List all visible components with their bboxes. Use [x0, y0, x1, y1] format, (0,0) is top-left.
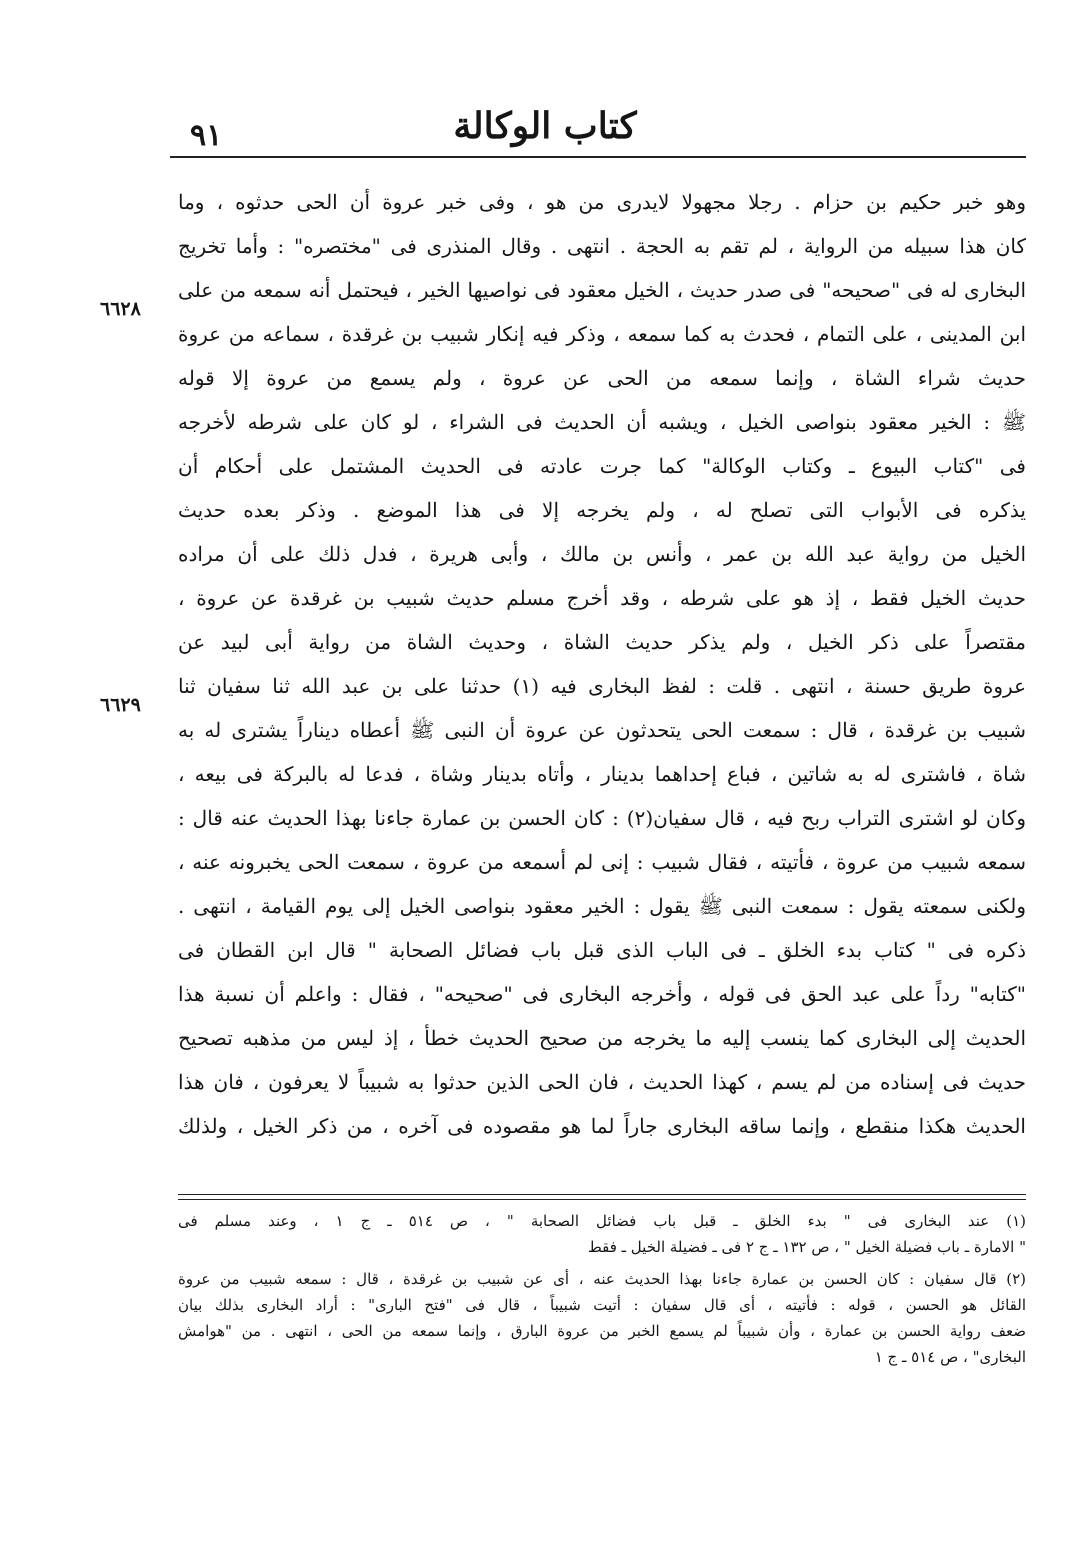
text-line: وهو خبر حكيم بن حزام . رجلا مجهولا لايدرى من هو ، وفى خبر عروة أن الحى حدثوه ، وما [178, 190, 1026, 214]
footnote-rule [178, 1194, 1026, 1195]
text-line: عروة طريق حسنة ، انتهى . قلت : لفظ البخارى فيه (١) حدثنا على بن عبد الله ثنا سفيان ثنا [178, 674, 1026, 698]
text-line: ابن المدينى ، على التمام ، فحدث به كما سمعه ، وذكر فيه إنكار شبيب بن غرقدة ، سماعه من عروة [178, 322, 1026, 346]
text-line: فى "كتاب البيوع ـ وكتاب الوكالة" كما جرت عادته فى الحديث المشتمل على أحكام أن [178, 454, 1026, 478]
text-line: البخارى له فى "صحيحه" فى صدر حديث ، الخيل معقود فى نواصيها الخير ، فيحتمل أنه سمعه من على [178, 278, 1026, 302]
text-line: حديث شراء الشاة ، وإنما سمعه من الحى عن عروة ، ولم يسمع من عروة إلا قوله [178, 366, 1026, 390]
page-number: ٩١ [190, 118, 223, 153]
text-line: كان هذا سبيله من الرواية ، لم تقم به الحجة . انتهى . وقال المنذرى فى "مختصره" : وأما تخريج [178, 234, 1026, 258]
footnotes-block [178, 1208, 1026, 1370]
footnote-line: (١) عند البخارى فى " بدء الخلق ـ قبل باب فضائل الصحابة " ، ص ٥١٤ ـ ج ١ ، وعند مسلم فى [178, 1212, 1026, 1230]
text-line: ذكره فى " كتاب بدء الخلق ـ فى الباب الذى قبل باب فضائل الصحابة " قال ابن القطان فى [178, 938, 1026, 962]
text-line: سمعه شبيب من عروة ، فأتيته ، فقال شبيب : إنى لم أسمعه من عروة ، سمعت الحى يخبرونه عنه ، [178, 850, 1026, 874]
footnote-1 [178, 1208, 1026, 1260]
footnote-2 [178, 1266, 1026, 1370]
text-line: "كتابه" رداً على عبد الحق فى قوله ، وأخرجه البخارى فى "صحيحه" ، فقال : واعلم أن نسبة هذا [178, 982, 1026, 1006]
text-line: الحديث هكذا منقطع ، وإنما ساقه البخارى جاراً لما هو مقصوده فى آخره ، من ذكر الخيل ، ولذلك [178, 1114, 1026, 1138]
header-rule [170, 156, 1026, 158]
footnote-line: " الامارة ـ باب فضيلة الخيل " ، ص ١٣٢ ـ ج ٢ فى ـ فضيلة الخيل ـ فقط [587, 1238, 1026, 1256]
text-line: الخيل من رواية عبد الله بن عمر ، وأنس بن مالك ، وأبى هريرة ، فدل ذلك على أن مراده [178, 542, 1026, 566]
text-line: شاة ، فاشترى له به شاتين ، فباع إحداهما بدينار ، وأتاه بدينار وشاة ، فدعا له بالبركة فى بيعه ، [178, 762, 1026, 786]
text-line: حديث فى إسناده من لم يسم ، كهذا الحديث ، فان الحى الذين حدثوا به شبيباً لا يعرفون ، فان هذا [178, 1070, 1026, 1094]
text-line: حديث الخيل فقط ، إذ هو على شرطه ، وقد أخرج مسلم حديث شبيب بن غرقدة عن عروة ، [178, 586, 1026, 610]
margin-note-6629: ٦٦٢٩ [100, 694, 141, 716]
text-line: ﷺ : الخير معقود بنواصى الخيل ، ويشبه أن الحديث فى الشراء ، لو كان على شرطه لأخرجه [178, 410, 1026, 434]
footnote-rule [178, 1199, 1026, 1200]
footnote-line: (٢) قال سفيان : كان الحسن بن عمارة جاءنا بهذا الحديث عنه ، أى عن شبيب بن غرقدة ، قال : سمعه شبيب من عروة [178, 1270, 1026, 1288]
margin-note-6628: ٦٦٢٨ [100, 298, 141, 320]
text-line: الحديث إلى البخارى كما ينسب إليه ما يخرجه من صحيح الحديث خطأ ، إذ ليس من مذهبه تصحيح [178, 1026, 1026, 1050]
text-line: مقتصراً على ذكر الخيل ، ولم يذكر حديث الشاة ، وحديث الشاة من رواية أبى لبيد عن [178, 630, 1026, 654]
footnote-line: البخارى" ، ص ٥١٤ ـ ج ١ [874, 1348, 1026, 1366]
text-line: وكان لو اشترى التراب ربح فيه ، قال سفيان(٢) : كان الحسن بن عمارة جاءنا بهذا الحديث عنه قال : [178, 806, 1026, 830]
main-text-block [178, 180, 1026, 1148]
text-line: يذكره فى الأبواب التى تصلح له ، ولم يخرجه إلا فى هذا الموضع . وذكر بعده حديث [178, 498, 1026, 522]
footnote-line: ضعف رواية الحسن بن عمارة ، وأن شبيباً لم يسمع الخبر من عروة البارق ، وإنما سمعه من الحى ، انتهى . من "هوامش [178, 1322, 1026, 1340]
running-header-title: كتاب الوكالة [453, 105, 637, 147]
footnote-line: القائل هو الحسن ، قوله : فأتيته ، أى قال سفيان : أتيت شبيباً ، قال فى "فتح البارى" : أراد البخارى بذلك بيان [178, 1296, 1026, 1314]
text-line: شبيب بن غرقدة ، قال : سمعت الحى يتحدثون عن عروة أن النبى ﷺ أعطاه ديناراً يشترى له به [178, 718, 1026, 742]
text-line: ولكنى سمعته يقول : سمعت النبى ﷺ يقول : الخير معقود بنواصى الخيل إلى يوم القيامة ، انتهى . [178, 894, 1026, 918]
